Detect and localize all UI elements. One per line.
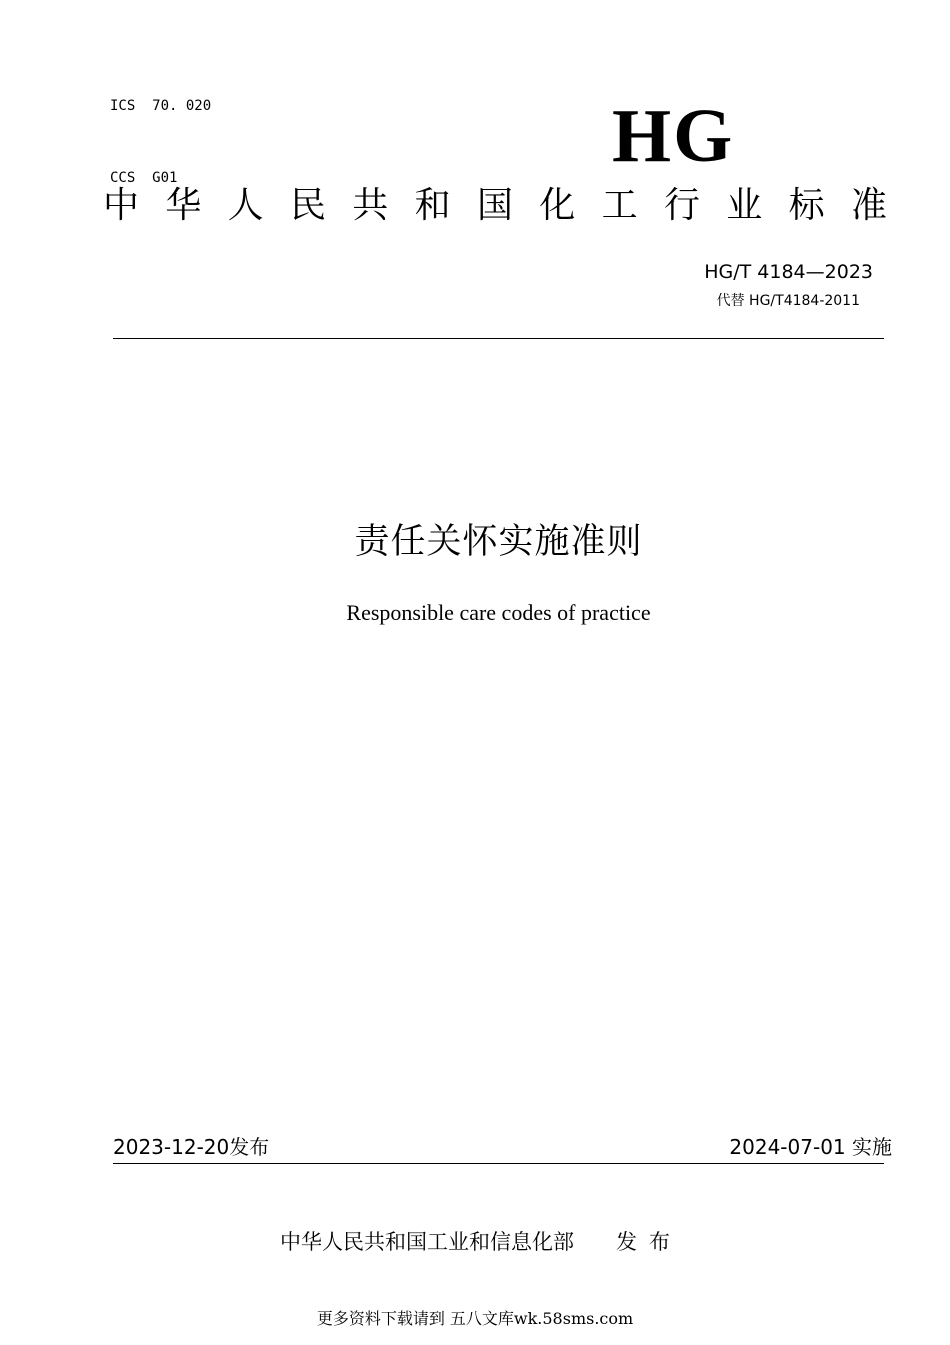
standard-type-char: 民 (289, 185, 326, 226)
top-divider (113, 338, 884, 339)
standard-type-char: 国 (476, 185, 513, 226)
standard-code: HG/T 4184—2023 (704, 261, 873, 283)
replaces-standard: 代替 HG/T4184-2011 (716, 293, 860, 309)
standard-type-char: 准 (850, 185, 887, 226)
standard-type-char: 华 (165, 185, 202, 226)
document-title-english: Responsible care codes of practice (346, 600, 651, 625)
standard-type-char: 人 (227, 185, 264, 226)
standard-type-char: 共 (352, 185, 389, 226)
document-title-chinese: 责任关怀实施准则 (354, 522, 643, 562)
standard-type-title (103, 184, 887, 228)
download-footer: 更多资料下载请到 五八文库wk.58sms.com (316, 1309, 634, 1328)
standard-type-char: 行 (663, 185, 700, 226)
standard-type-char: 标 (788, 185, 825, 226)
standard-type-char: 业 (726, 185, 763, 226)
standard-type-char: 中 (103, 185, 140, 226)
standard-type-char: 工 (601, 185, 638, 226)
standard-type-char: 和 (414, 185, 451, 226)
publisher-line (280, 1227, 682, 1257)
issue-date: 2023-12-20发布 (113, 1135, 270, 1159)
implementation-date: 2024-07-01 实施 (729, 1135, 892, 1159)
ccs-code: CCS G01 (110, 170, 178, 186)
publisher-name: 中华人民共和国工业和信息化部 (280, 1230, 574, 1254)
ics-code: ICS 70. 020 (110, 98, 212, 114)
bottom-divider (113, 1163, 884, 1164)
hg-logo: HG (612, 94, 735, 178)
publisher-verb: 发布 (616, 1230, 682, 1254)
standard-type-char: 化 (539, 185, 576, 226)
